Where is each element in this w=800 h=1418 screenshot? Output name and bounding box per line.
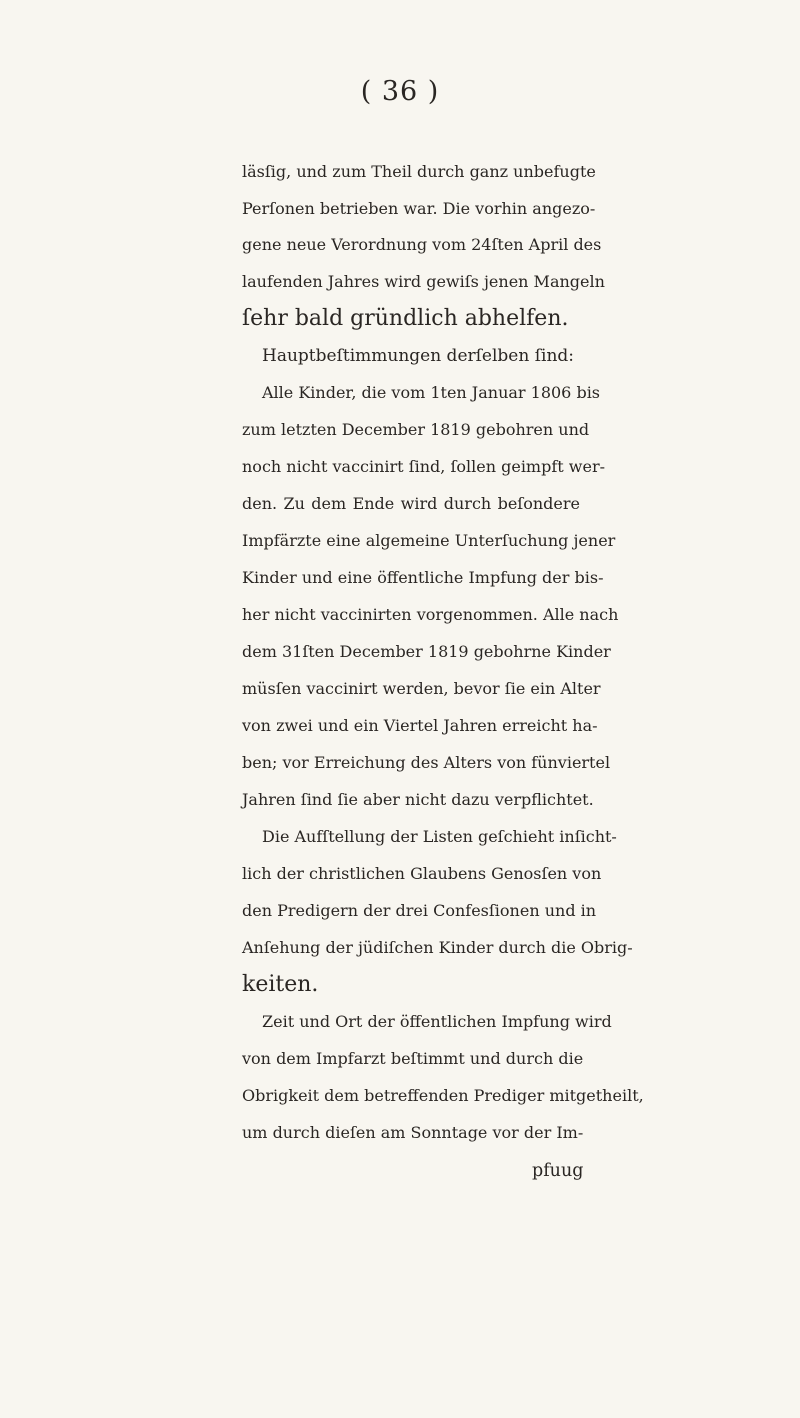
text-line: dem 31ſten December 1819 gebohrne Kinder bbox=[242, 642, 611, 661]
text-line: ben; vor Erreichung des Alters von fünviertel bbox=[242, 753, 611, 772]
text-line: den Predigern der drei Confesſionen und in bbox=[242, 901, 597, 920]
text-line: zum letzten December 1819 gebohren und bbox=[242, 420, 590, 439]
text-line: Impfärzte eine algemeine Unterſuchung jener bbox=[242, 531, 616, 550]
text-line: Perſonen betrieben war. Die vorhin angezo- bbox=[242, 199, 596, 218]
text-line: Zeit und Ort der öffentlichen Impfung wird bbox=[262, 1012, 612, 1031]
text-line: Hauptbeſtimmungen derſelben ſind: bbox=[262, 346, 575, 366]
text-line: Jahren ſind ſie aber nicht dazu verpflichtet. bbox=[242, 790, 594, 809]
text-line: ſehr bald gründlich abhelfen. bbox=[242, 306, 569, 331]
text-line: Alle Kinder, die vom 1ten Januar 1806 bis bbox=[262, 383, 601, 402]
text-line: um durch dieſen am Sonntage vor der Im- bbox=[242, 1123, 584, 1142]
text-line: den. Zu dem Ende wird durch beſondere bbox=[242, 494, 580, 513]
text-line: müsſen vaccinirt werden, bevor ſie ein Alter bbox=[242, 679, 601, 698]
text-line: von dem Impfarzt beſtimmt und durch die bbox=[242, 1049, 584, 1068]
text-line: von zwei und ein Viertel Jahren erreicht ha- bbox=[242, 716, 598, 735]
text-line: Anſehung der jüdiſchen Kinder durch die Obrig- bbox=[242, 938, 633, 957]
text-line: läsſig, und zum Theil durch ganz unbefugte bbox=[242, 162, 596, 181]
text-line: Kinder und eine öffentliche Impfung der bis- bbox=[242, 568, 604, 587]
page-number: ( 36 ) bbox=[360, 76, 440, 107]
catchword: pfuug bbox=[532, 1161, 584, 1181]
text-line: Die Aufſtellung der Listen geſchieht inſicht- bbox=[262, 827, 617, 846]
text-line: keiten. bbox=[242, 972, 319, 997]
text-line: laufenden Jahres wird gewiſs jenen Mangeln bbox=[242, 272, 605, 291]
text-line: gene neue Verordnung vom 24ſten April des bbox=[242, 235, 602, 254]
text-line: Obrigkeit dem betreffenden Prediger mitgetheilt, bbox=[242, 1086, 644, 1105]
text-line: her nicht vaccinirten vorgenommen. Alle nach bbox=[242, 605, 619, 624]
text-line: lich der christlichen Glaubens Genosſen von bbox=[242, 864, 602, 883]
text-line: noch nicht vaccinirt ſind, ſollen geimpft wer- bbox=[242, 457, 605, 476]
